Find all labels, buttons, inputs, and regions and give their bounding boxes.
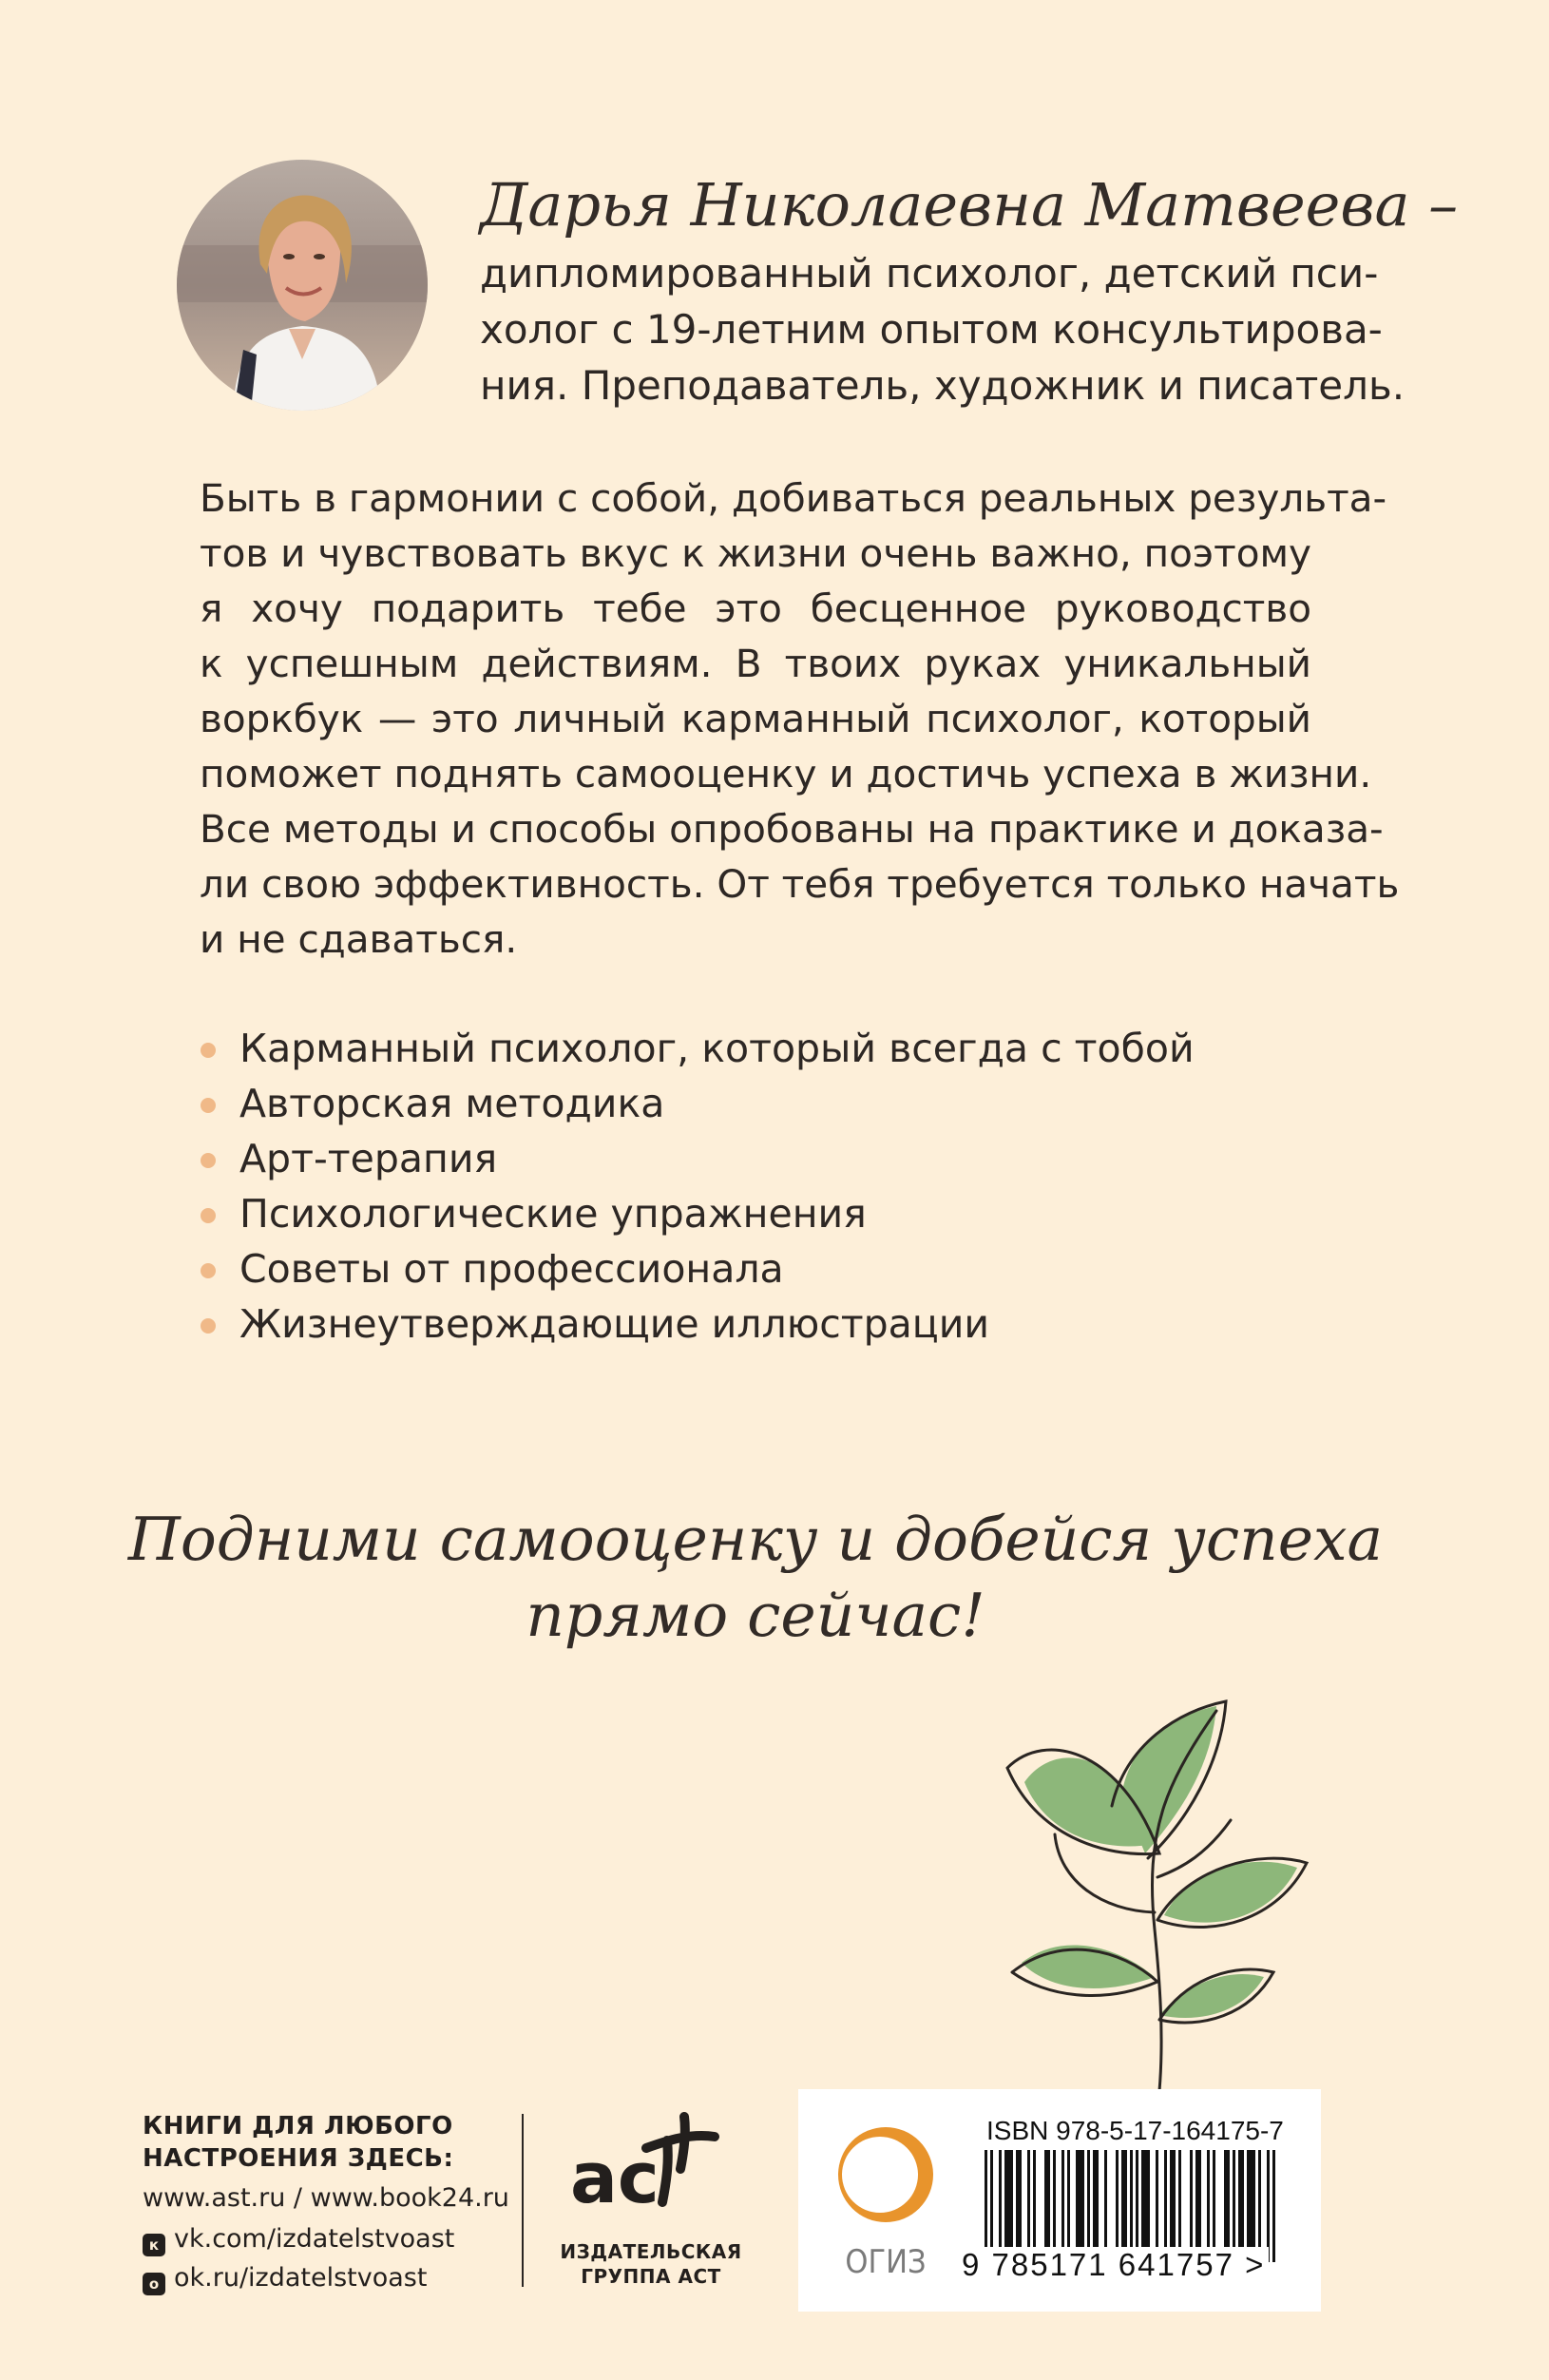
ok-link-text: ok.ru/izdatelstvoast <box>174 2263 428 2293</box>
feature-item <box>196 1296 1241 1352</box>
feature-label: Психологические упражнения <box>239 1191 867 1237</box>
barcode-digits: 9 785171 641757 > <box>958 2247 1269 2283</box>
slogan-line: Подними самооценку и добейся успеха <box>127 1505 1384 1574</box>
ok-link[interactable] <box>143 2263 427 2295</box>
slogan-line: прямо сейчас! <box>526 1581 985 1650</box>
bullet-dot-icon <box>201 1208 216 1223</box>
ogiz-text: ОГИЗ <box>845 2243 927 2281</box>
feature-item <box>196 1186 1241 1241</box>
feature-label: Авторская методика <box>239 1081 665 1126</box>
feature-label: Советы от профессионала <box>239 1246 784 1292</box>
description-line: поможет поднять самооценку и достичь успеха в жизни. <box>200 751 1372 797</box>
author-bio-line: ния. Преподаватель, художник и писатель. <box>480 362 1406 409</box>
vk-link-text: vk.com/izdatelstvoast <box>174 2224 455 2254</box>
plant-illustration <box>988 1692 1330 2091</box>
slogan <box>0 1502 1511 1654</box>
publisher-caption <box>556 2239 746 2289</box>
description-line: ли свою эффективность. От тебя требуется только начать <box>200 861 1400 907</box>
vk-icon: к <box>143 2234 165 2256</box>
publisher-caption-line: ИЗДАТЕЛЬСКАЯ <box>560 2240 742 2263</box>
author-bio-line: холог с 19-летним опытом консультирова- <box>480 306 1383 353</box>
description-line: Быть в гармонии с собой, добиваться реальных результа- <box>200 475 1387 521</box>
author-bio-line: дипломированный психолог, детский пси- <box>480 250 1379 297</box>
author-bio <box>480 245 1406 413</box>
promo-title-line: КНИГИ ДЛЯ ЛЮБОГО <box>143 2112 453 2140</box>
bullet-dot-icon <box>201 1043 216 1058</box>
features-list <box>196 1021 1241 1352</box>
ast-logo-text: ас <box>570 2138 660 2217</box>
ogiz-logo-icon <box>827 2116 950 2287</box>
description-line: Все методы и способы опробованы на практике и доказа- <box>200 806 1384 852</box>
feature-label: Карманный психолог, который всегда с тобой <box>239 1026 1195 1071</box>
description-line: к успешным действиям. В твоих руках уникальный <box>200 641 1311 686</box>
barcode-icon <box>985 2150 1279 2262</box>
feature-item <box>196 1241 1241 1296</box>
promo-title <box>143 2110 523 2175</box>
description-line: и не сдаваться. <box>200 916 518 962</box>
description-line: тов и чувствовать вкус к жизни очень важно, поэтому <box>200 530 1311 576</box>
author-name: Дарья Николаевна Матвеева – <box>480 170 1459 240</box>
book-description <box>200 470 1400 967</box>
bullet-dot-icon <box>201 1153 216 1168</box>
bullet-dot-icon <box>201 1098 216 1113</box>
bullet-dot-icon <box>201 1263 216 1278</box>
isbn: ISBN 978-5-17-164175-7 <box>986 2116 1284 2145</box>
feature-label: Арт-терапия <box>239 1136 498 1181</box>
promo-title-line: НАСТРОЕНИЯ ЗДЕСЬ: <box>143 2144 454 2173</box>
feature-item <box>196 1021 1241 1076</box>
feature-item <box>196 1076 1241 1131</box>
feature-item <box>196 1131 1241 1186</box>
ast-logo-icon <box>563 2112 753 2217</box>
vk-link[interactable] <box>143 2224 454 2256</box>
description-line: я хочу подарить тебе это бесценное руководство <box>200 585 1311 631</box>
ok-icon: о <box>143 2273 165 2295</box>
description-line: воркбук — это личный карманный психолог, который <box>200 696 1311 741</box>
bullet-dot-icon <box>201 1318 216 1334</box>
website-links[interactable]: www.ast.ru / www.book24.ru <box>143 2183 509 2213</box>
author-photo <box>177 160 428 411</box>
divider <box>522 2114 524 2287</box>
feature-label: Жизнеутверждающие иллюстрации <box>239 1301 989 1347</box>
publisher-caption-line: ГРУППА АСТ <box>581 2265 721 2288</box>
